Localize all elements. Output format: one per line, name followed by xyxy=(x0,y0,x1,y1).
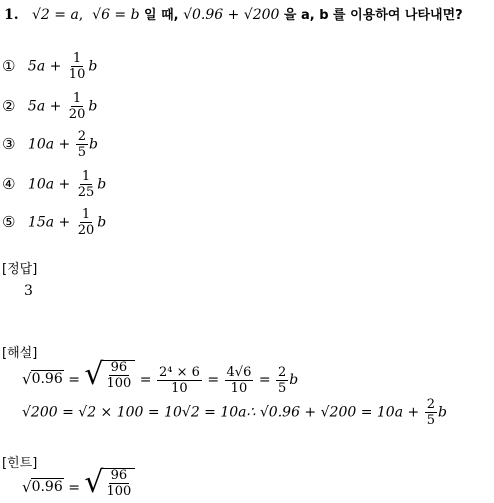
option-5[interactable] xyxy=(2,208,106,237)
solution-heading: [해설] xyxy=(2,346,38,361)
option-mark: ② xyxy=(2,96,16,115)
question-line: 1. √2 = a, √6 = b 일 때, √0.96 + √200 을 a, b 를 이용하여 나타내면? xyxy=(4,7,463,23)
option-var: b xyxy=(97,214,107,231)
option-coef: 10a + xyxy=(27,136,71,153)
question-tail: 을 a, b 를 이용하여 나타내면? xyxy=(283,8,463,23)
option-fraction: $\frac{1}{20}$ xyxy=(68,91,86,122)
option-fraction: $\frac{1}{25}$ xyxy=(77,169,95,200)
option-mark: ④ xyxy=(2,174,16,193)
given-2: √6 = b xyxy=(92,7,140,23)
option-1[interactable] xyxy=(2,52,97,81)
option-coef: 5a + xyxy=(27,58,62,75)
given-1: √2 = a xyxy=(31,7,79,23)
option-var: b xyxy=(88,98,98,115)
question-number: 1. xyxy=(4,7,19,23)
option-3[interactable] xyxy=(2,130,98,159)
solution-line-2: √200 = √2 × 100 = 10√2 = 10a∴ √0.96 + √200 = 10a + $\frac{2}{5}$ b xyxy=(22,397,447,428)
option-mark: ③ xyxy=(2,134,16,153)
option-coef: 15a + xyxy=(27,214,71,231)
target-expression: √0.96 + √200 xyxy=(183,7,280,23)
option-mark: ① xyxy=(2,56,16,75)
solution-line-1: √ 0.96 = √ $\frac{96}{100}$ = $\frac{\text{2⁴ × 6}}{10}$ = $\frac{4√6}{10}$ = $\frac{2}{5}$ b xyxy=(22,357,299,396)
hint-line: √ 0.96 = √ $\frac{96}{100}$ xyxy=(22,468,135,498)
option-4[interactable] xyxy=(2,170,106,199)
option-mark: ⑤ xyxy=(2,212,16,231)
option-coef: 10a + xyxy=(27,176,71,193)
answer-heading: [정답] xyxy=(2,262,38,277)
option-fraction: $\frac{1}{20}$ xyxy=(77,207,95,238)
option-var: b xyxy=(97,176,107,193)
option-var: b xyxy=(88,58,98,75)
hint-heading: [힌트] xyxy=(2,456,38,471)
option-fraction: $\frac{2}{5}$ xyxy=(77,129,86,160)
option-var: b xyxy=(88,136,98,153)
option-fraction: $\frac{1}{10}$ xyxy=(68,51,86,82)
option-2[interactable] xyxy=(2,92,97,121)
condition-text: 일 때, xyxy=(144,8,179,23)
answer-value: 3 xyxy=(24,283,33,299)
option-coef: 5a + xyxy=(27,98,62,115)
